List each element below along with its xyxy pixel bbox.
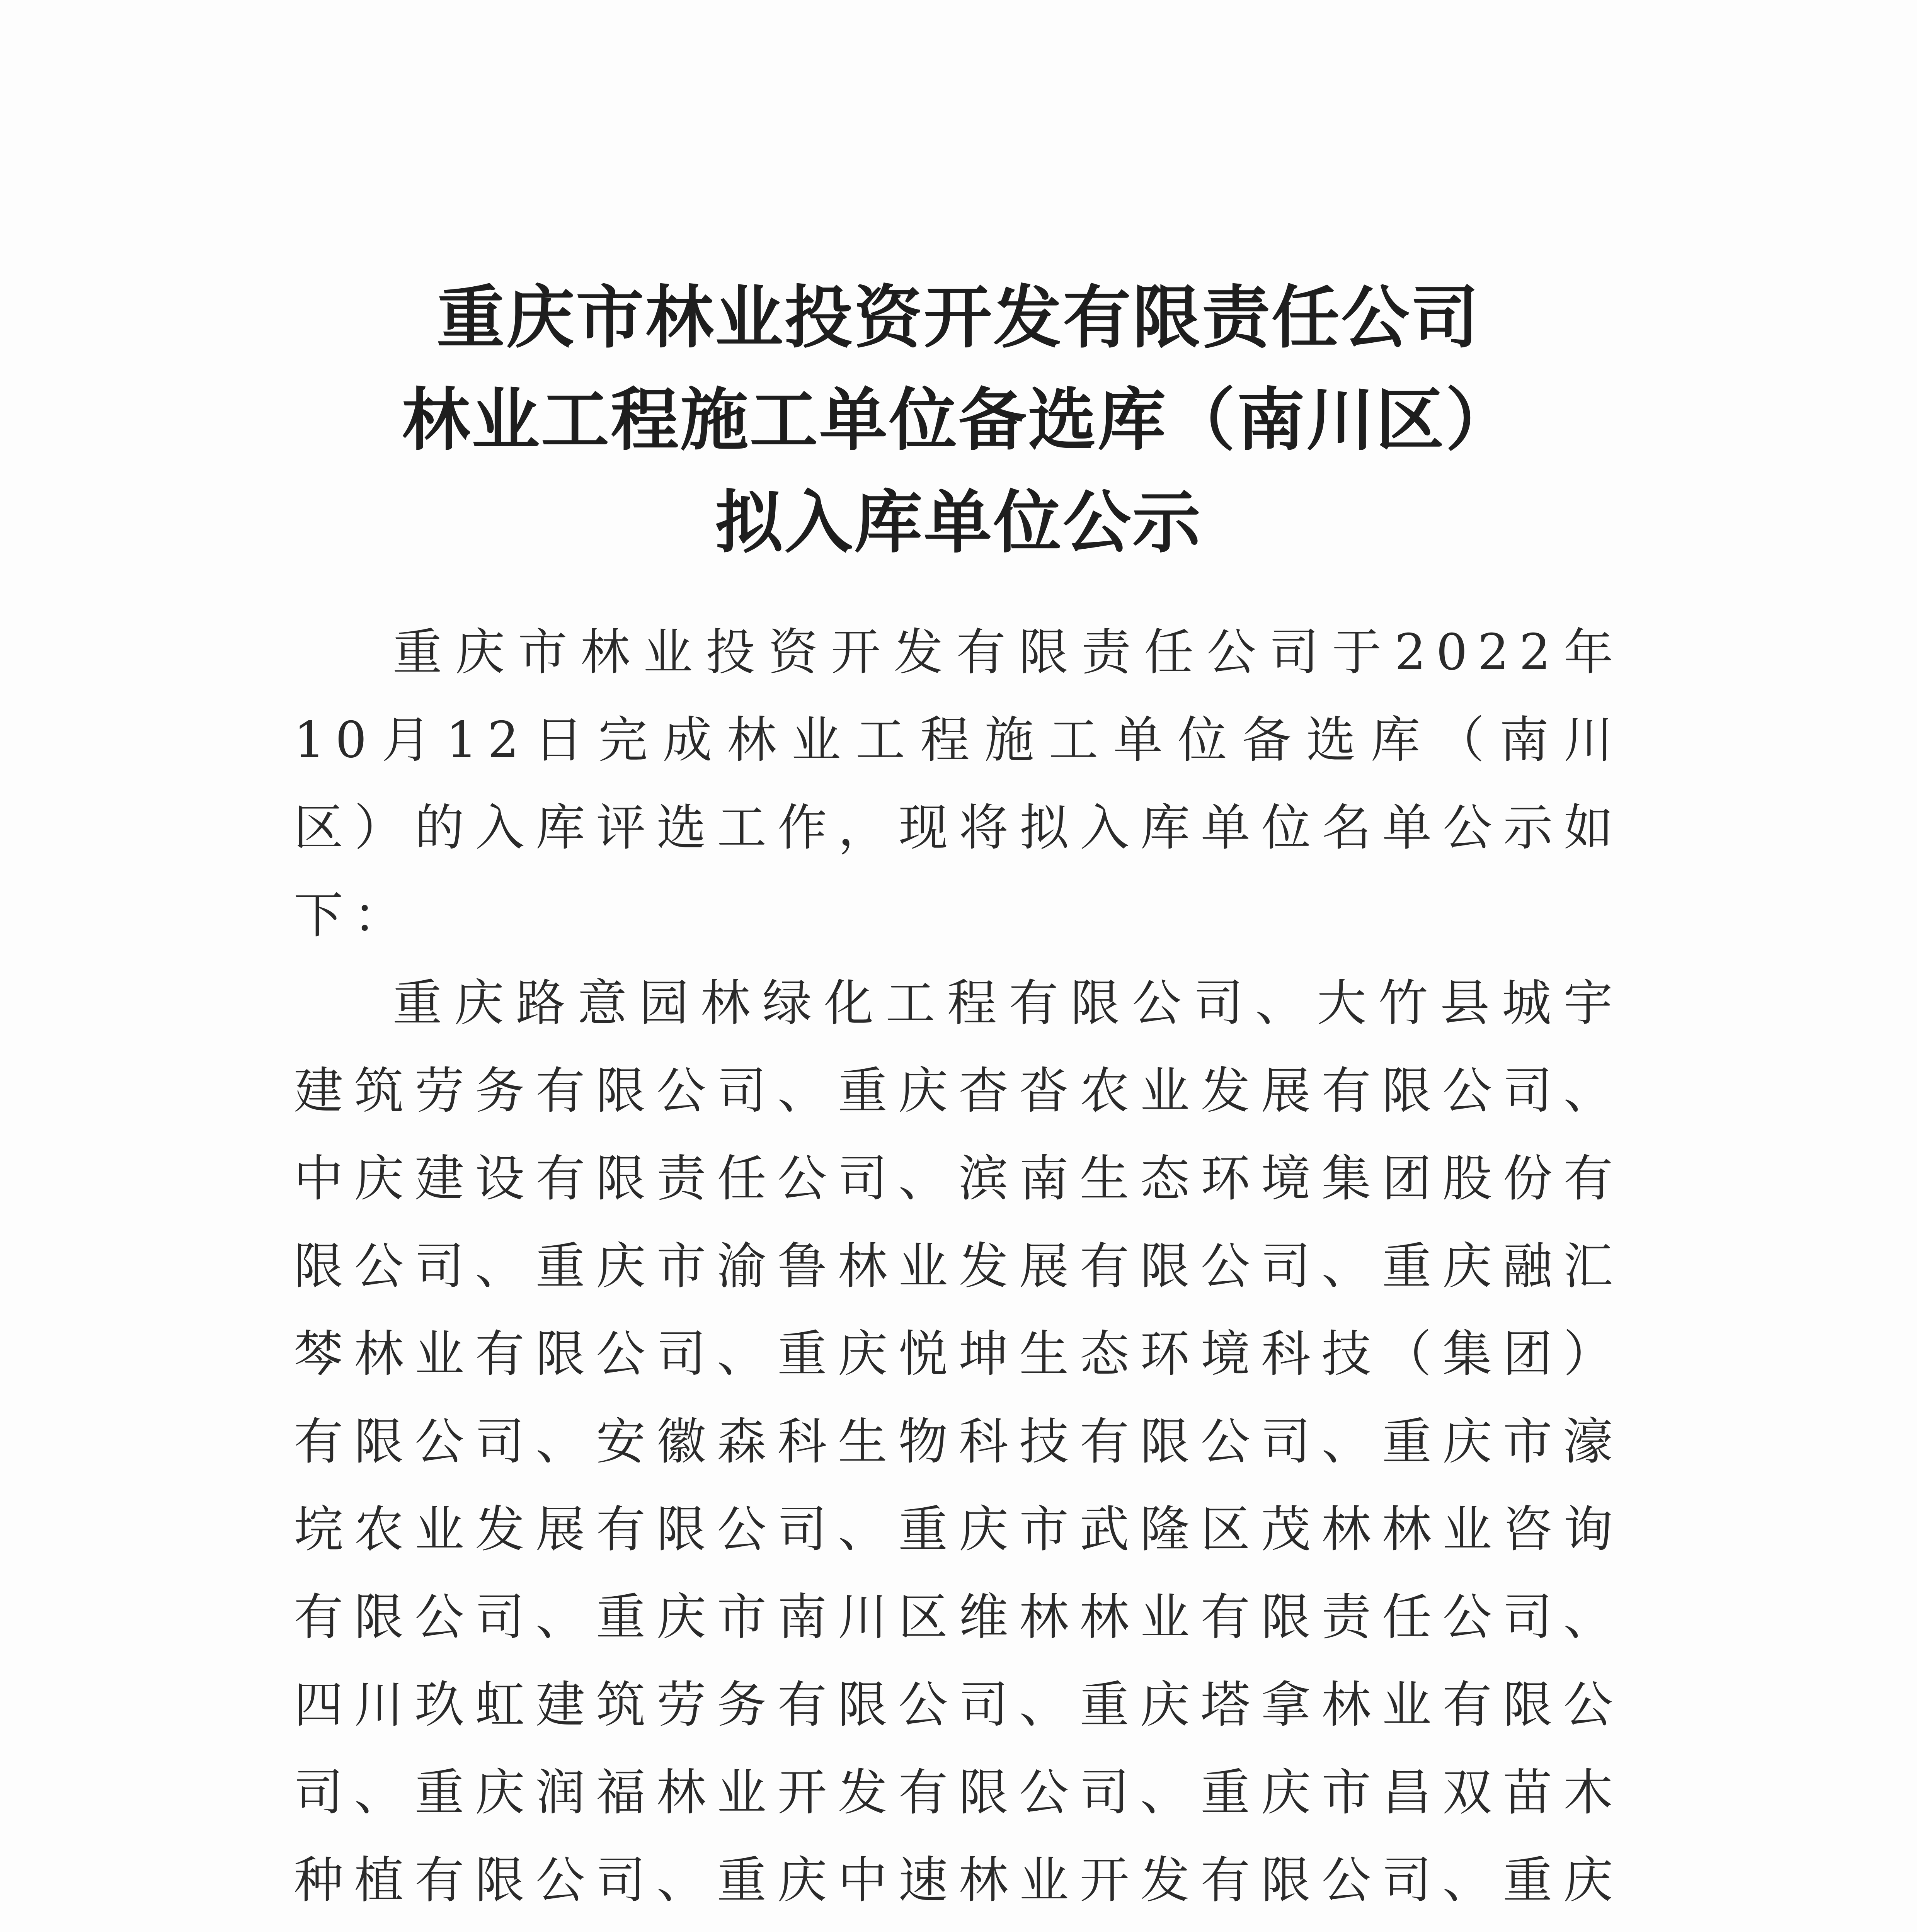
company-list-paragraph: 重庆路意园林绿化工程有限公司、大竹县城宇建筑劳务有限公司、重庆杳沓农业发展有限公司、中庆建设有限责任公司、滨南生态环境集团股份有限公司、重庆市渝鲁林业发展有限公司、重庆融汇棽林业有限公司、重庆悦坤生态环境科技（集团）有限公司、安徽森科生物科技有限公司、重庆市濠垸农业发展有限公司、重庆市武隆区茂林林业咨询有限公司、重庆市南川区维林林业有限责任公司、四川玖虹建筑劳务有限公司、重庆塔拿林业有限公司、重庆润福林业开发有限公司、重庆市昌双苗木种植有限公司、重庆中速林业开发有限公司、重庆	[294, 975, 1623, 1909]
document-title	[0, 267, 1917, 574]
document-body	[294, 609, 1623, 1932]
title-line-1: 重庆市林业投资开发有限责任公司	[436, 278, 1480, 357]
title-line-3: 拟入库单位公示	[715, 483, 1202, 562]
intro-paragraph: 重庆市林业投资开发有限责任公司于2022年10月12日完成林业工程施工单位备选库（南川区）的入库评选工作，现将拟入库单位名单公示如下：	[294, 624, 1623, 944]
title-line-2: 林业工程施工单位备选库（南川区）	[402, 381, 1515, 460]
